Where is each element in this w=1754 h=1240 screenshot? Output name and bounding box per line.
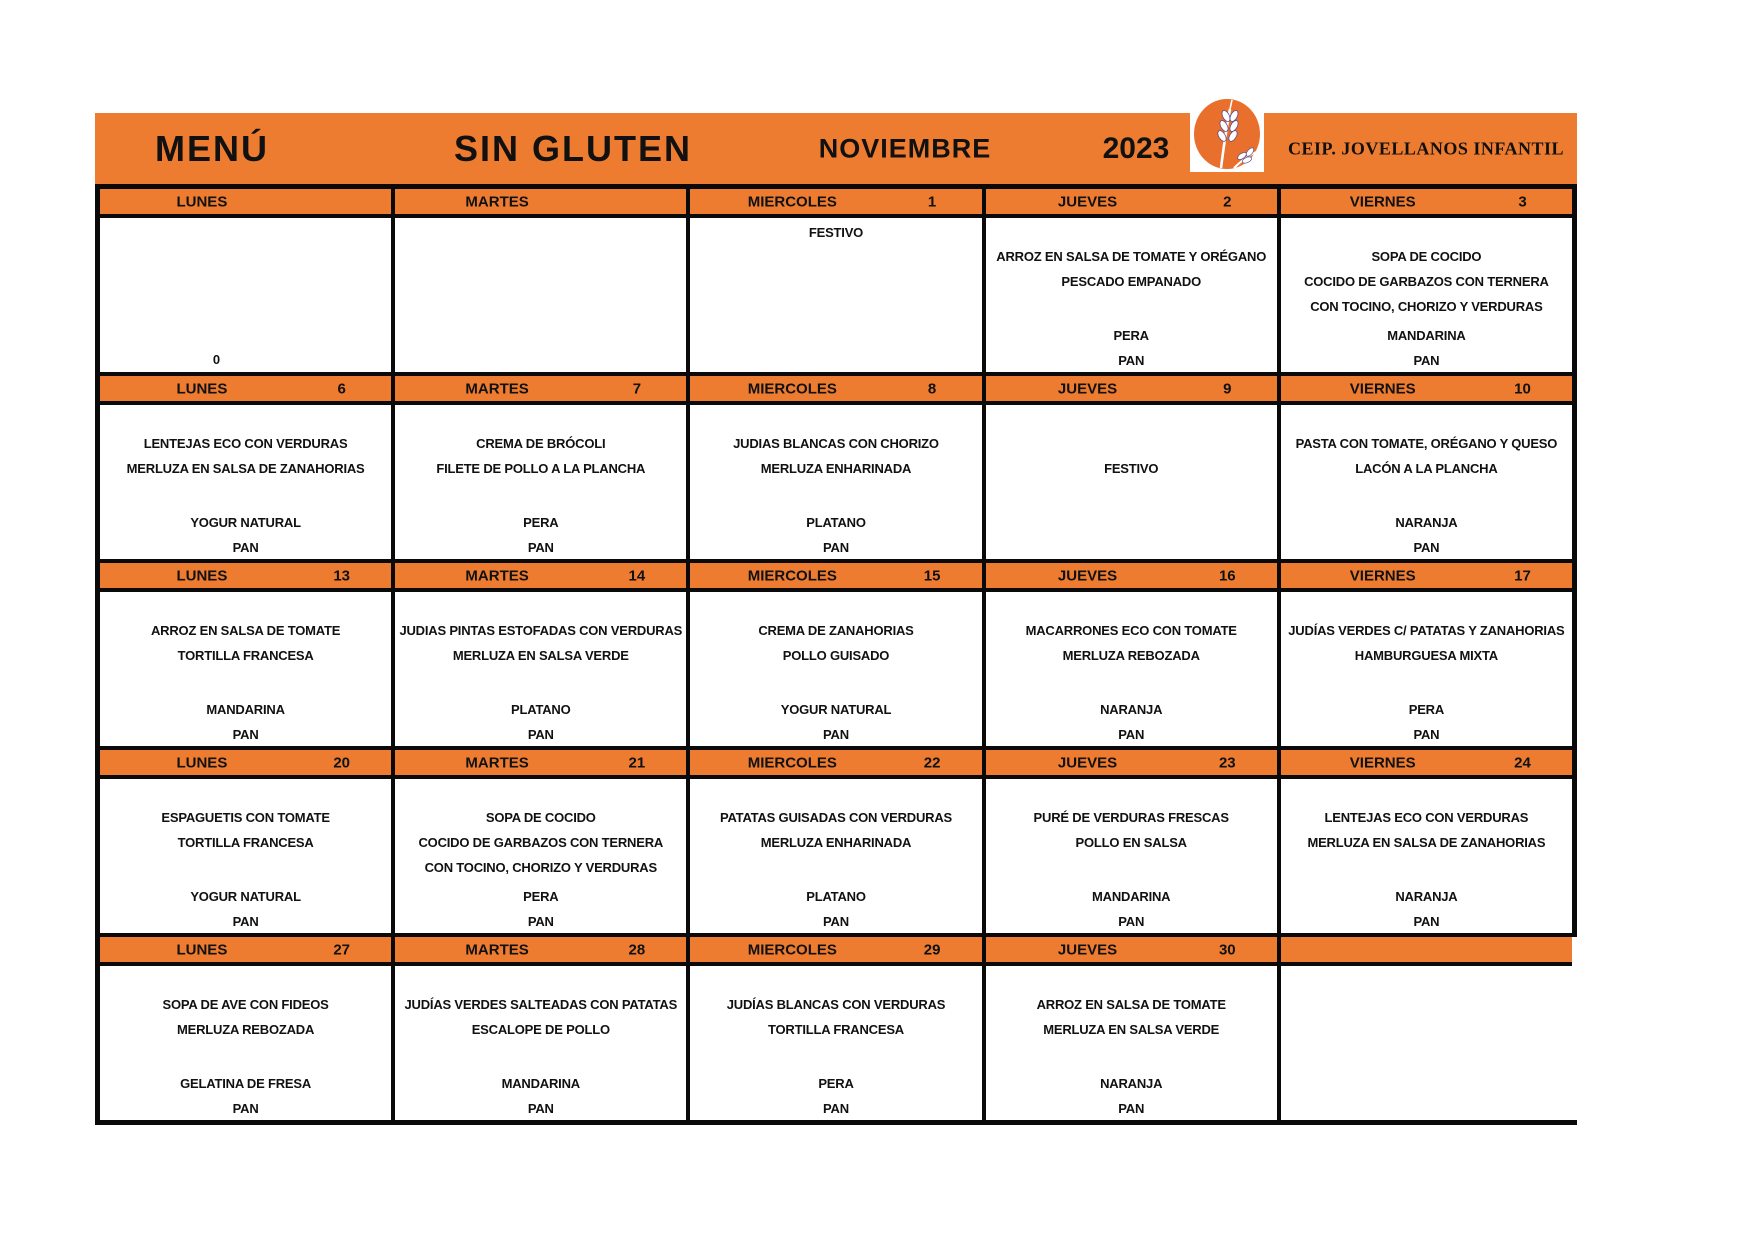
menu-day-cell — [986, 218, 1277, 372]
menu-line — [395, 294, 686, 319]
day-header-cell — [986, 376, 1277, 401]
menu-day-cell — [100, 592, 391, 746]
menu-line: PAN — [1413, 540, 1440, 555]
menu-day-cell — [100, 218, 391, 372]
menu-line — [690, 299, 981, 324]
day-header-cell — [690, 750, 981, 775]
menu-line — [100, 294, 391, 319]
menu-line — [100, 1042, 391, 1067]
menu-line: SOPA DE COCIDO — [1371, 249, 1482, 264]
menu-line: PAN — [1413, 353, 1440, 368]
menu-line — [1281, 855, 1572, 880]
menu-line: PAN — [823, 727, 849, 742]
menu-line — [100, 269, 391, 294]
menu-line: MANDARINA — [501, 1076, 580, 1091]
day-number: 15 — [923, 567, 941, 584]
menu-line — [395, 481, 686, 506]
day-header-cell — [395, 937, 686, 962]
day-header-cell — [1281, 189, 1572, 214]
menu-rows — [100, 405, 391, 560]
day-header-cell — [690, 189, 981, 214]
day-name: MARTES — [465, 754, 529, 771]
day-header-cell — [1281, 937, 1572, 962]
menu-day-cell — [690, 966, 981, 1120]
menu-line — [395, 668, 686, 693]
menu-line: JUDÍAS VERDES SALTEADAS CON PATATAS — [404, 997, 678, 1012]
day-header-cell — [1281, 376, 1572, 401]
menu-day-cell — [100, 405, 391, 559]
day-name: MIERCOLES — [747, 567, 837, 584]
menu-line — [100, 855, 391, 880]
day-number: 24 — [1514, 754, 1531, 771]
menu-line: NARANJA — [1100, 702, 1163, 717]
menu-line: PLATANO — [806, 515, 866, 530]
menu-line: MERLUZA ENHARINADA — [760, 835, 912, 850]
menu-line: MERLUZA EN SALSA DE ZANAHORIAS — [126, 461, 365, 476]
day-name: VIERNES — [1349, 754, 1416, 771]
menu-day-cell — [395, 218, 686, 372]
day-number: 14 — [628, 567, 646, 584]
menu-day-cell — [690, 592, 981, 746]
menu-rows — [100, 218, 391, 373]
day-name: JUEVES — [1057, 941, 1118, 958]
menu-line: MERLUZA REBOZADA — [1062, 648, 1200, 663]
day-name: MARTES — [465, 567, 529, 584]
menu-line — [1281, 1096, 1572, 1121]
menu-rows — [395, 218, 686, 373]
menu-line: PERA — [523, 515, 559, 530]
month-title: NOVIEMBRE — [818, 133, 992, 163]
day-number: 7 — [632, 380, 642, 397]
day-number: 23 — [1218, 754, 1236, 771]
menu-line: COCIDO DE GARBAZOS CON TERNERA — [1304, 274, 1549, 289]
menu-day-cell — [1281, 592, 1572, 746]
menu-day-cell — [395, 405, 686, 559]
menu-rows — [690, 405, 981, 560]
menu-line: PAN — [232, 727, 259, 742]
note-zero: 0 — [212, 352, 221, 367]
menu-line — [395, 244, 686, 269]
menu-line: PAN — [1413, 727, 1440, 742]
menu-day-cell — [690, 779, 981, 933]
menu-day-cell — [986, 779, 1277, 933]
day-name: VIERNES — [1349, 567, 1416, 584]
menu-line — [986, 535, 1277, 560]
menu-line: POLLO GUISADO — [782, 648, 890, 663]
menu-line: MERLUZA EN SALSA DE ZANAHORIAS — [1307, 835, 1546, 850]
menu-line: ESCALOPE DE POLLO — [471, 1022, 610, 1037]
menu-rows — [690, 592, 981, 747]
menu-line: JUDÍAS BLANCAS CON VERDURAS — [726, 997, 946, 1012]
day-header-cell — [1281, 563, 1572, 588]
menu-line: MANDARINA — [1092, 889, 1171, 904]
menu-line — [690, 1042, 981, 1067]
menu-line: LENTEJAS ECO CON VERDURAS — [143, 436, 348, 451]
menu-line: PAN — [527, 914, 554, 929]
calendar-table — [95, 184, 1577, 1125]
day-header-cell — [100, 563, 391, 588]
day-header-cell — [986, 750, 1277, 775]
diet-title: SIN GLUTEN — [453, 127, 693, 169]
menu-line — [1281, 481, 1572, 506]
day-header-cell — [986, 563, 1277, 588]
day-header-cell — [100, 376, 391, 401]
day-header-cell — [986, 189, 1277, 214]
menu-line: TORTILLA FRANCESA — [177, 648, 314, 663]
menu-line: YOGUR NATURAL — [190, 889, 301, 904]
menu-line: PAN — [527, 540, 554, 555]
day-name: MARTES — [465, 193, 529, 210]
day-name: VIERNES — [1349, 193, 1416, 210]
day-number: 21 — [628, 754, 646, 771]
menu-rows — [100, 966, 391, 1121]
day-header-cell — [395, 376, 686, 401]
day-number: 9 — [1223, 380, 1232, 397]
menu-line: MERLUZA EN SALSA VERDE — [1043, 1022, 1220, 1037]
menu-line: LENTEJAS ECO CON VERDURAS — [1324, 810, 1529, 825]
menu-line: FILETE DE POLLO A LA PLANCHA — [436, 461, 646, 476]
day-name: LUNES — [176, 380, 228, 397]
day-name: JUEVES — [1057, 193, 1118, 210]
menu-line: CON TOCINO, CHORIZO Y VERDURAS — [1310, 299, 1543, 314]
menu-line: PAN — [1118, 914, 1145, 929]
day-name: MARTES — [465, 941, 529, 958]
menu-day-cell — [1281, 218, 1572, 372]
menu-line: FESTIVO — [808, 225, 864, 240]
menu-line: CREMA DE ZANAHORIAS — [758, 623, 914, 638]
menu-line: PLATANO — [806, 889, 866, 904]
menu-line — [395, 269, 686, 294]
title-bar — [95, 113, 1577, 184]
menu-line: SOPA DE COCIDO — [485, 810, 596, 825]
menu-line: JUDÍAS VERDES C/ PATATAS Y ZANAHORIAS — [1288, 623, 1565, 638]
day-name: MIERCOLES — [747, 754, 837, 771]
menu-line: YOGUR NATURAL — [190, 515, 301, 530]
wheat-icon — [1190, 96, 1264, 172]
menu-rows — [100, 592, 391, 747]
menu-line — [100, 348, 391, 373]
menu-rows — [1281, 592, 1572, 747]
menu-line: COCIDO DE GARBAZOS CON TERNERA — [418, 835, 664, 850]
menu-line: NARANJA — [1100, 1076, 1163, 1091]
menu-day-cell — [986, 592, 1277, 746]
day-number: 20 — [333, 754, 351, 771]
menu-rows — [395, 405, 686, 560]
menu-line: PAN — [823, 914, 849, 929]
menu-rows — [690, 218, 981, 349]
menu-line — [1281, 1017, 1572, 1042]
day-header-cell — [1281, 750, 1572, 775]
day-header-cell — [100, 189, 391, 214]
menu-line — [690, 270, 981, 295]
menu-line — [690, 245, 981, 270]
menu-line: MERLUZA EN SALSA VERDE — [452, 648, 629, 663]
menu-day-cell — [395, 779, 686, 933]
day-number: 2 — [1223, 193, 1232, 210]
menu-rows — [395, 779, 686, 934]
menu-line — [690, 855, 981, 880]
day-header-cell — [690, 937, 981, 962]
menu-rows — [690, 966, 981, 1121]
day-number: 3 — [1518, 193, 1527, 210]
menu-line: PLATANO — [511, 702, 571, 717]
menu-title: MENÚ — [155, 127, 269, 169]
menu-line: LACÓN A LA PLANCHA — [1355, 461, 1498, 476]
day-number: 29 — [923, 941, 941, 958]
menu-day-cell — [1281, 405, 1572, 559]
menu-rows — [986, 405, 1277, 560]
day-name: MIERCOLES — [747, 193, 837, 210]
menu-line: HAMBURGUESA MIXTA — [1354, 648, 1498, 663]
menu-line: PERA — [818, 1076, 854, 1091]
menu-line: PESCADO EMPANADO — [1061, 274, 1201, 289]
day-header-cell — [395, 750, 686, 775]
menu-line: PAN — [823, 540, 849, 555]
menu-line: PAN — [232, 1101, 259, 1116]
menu-line — [986, 855, 1277, 880]
day-name: MARTES — [465, 380, 529, 397]
menu-line — [986, 294, 1277, 319]
menu-rows — [986, 218, 1277, 373]
menu-line — [1281, 1071, 1572, 1096]
menu-line: SOPA DE AVE CON FIDEOS — [162, 997, 329, 1012]
day-number: 13 — [333, 567, 351, 584]
menu-line: GELATINA DE FRESA — [180, 1076, 312, 1091]
day-number: 17 — [1514, 567, 1531, 584]
menu-line: MANDARINA — [206, 702, 285, 717]
menu-line: FESTIVO — [1104, 461, 1159, 476]
menu-line: YOGUR NATURAL — [780, 702, 892, 717]
menu-line: PAN — [823, 1101, 849, 1116]
day-name: VIERNES — [1349, 380, 1416, 397]
menu-line: PAN — [527, 1101, 554, 1116]
day-number: 28 — [628, 941, 646, 958]
menu-line: PAN — [232, 540, 259, 555]
day-number: 30 — [1218, 941, 1236, 958]
menu-line — [986, 1042, 1277, 1067]
menu-line — [100, 244, 391, 269]
menu-line — [986, 668, 1277, 693]
menu-line — [100, 668, 391, 693]
day-header-cell — [395, 563, 686, 588]
day-number: 16 — [1218, 567, 1236, 584]
school-name: CEIP. JOVELLANOS INFANTIL — [1287, 138, 1565, 158]
menu-day-cell — [986, 405, 1277, 559]
menu-line: CREMA DE BRÓCOLI — [476, 436, 606, 451]
day-number: 22 — [923, 754, 941, 771]
menu-line: MERLUZA REBOZADA — [177, 1022, 315, 1037]
menu-line — [395, 1042, 686, 1067]
menu-line — [986, 510, 1277, 535]
menu-rows — [395, 966, 686, 1121]
menu-line: JUDIAS BLANCAS CON CHORIZO — [733, 436, 939, 451]
menu-line — [690, 481, 981, 506]
menu-line — [395, 323, 686, 348]
menu-line: PAN — [1118, 1101, 1145, 1116]
year-title: 2023 — [1102, 131, 1170, 165]
menu-line: CON TOCINO, CHORIZO Y VERDURAS — [424, 860, 657, 875]
menu-line — [100, 323, 391, 348]
day-number: 27 — [333, 941, 351, 958]
menu-line: PAN — [1118, 727, 1145, 742]
menu-line — [1281, 992, 1572, 1017]
menu-line — [1281, 1042, 1572, 1067]
menu-line — [1281, 668, 1572, 693]
menu-line: NARANJA — [1395, 515, 1458, 530]
menu-rows — [1281, 218, 1572, 373]
menu-line: NARANJA — [1395, 889, 1458, 904]
menu-line — [690, 668, 981, 693]
day-number: 10 — [1514, 380, 1531, 397]
menu-line: MERLUZA ENHARINADA — [760, 461, 912, 476]
menu-line: PAN — [1118, 353, 1145, 368]
menu-line: ARROZ EN SALSA DE TOMATE — [150, 623, 341, 638]
menu-day-cell — [1281, 966, 1572, 1120]
day-name: MIERCOLES — [747, 941, 837, 958]
menu-rows — [1281, 779, 1572, 934]
school-logo — [1190, 96, 1264, 172]
day-header-cell — [395, 189, 686, 214]
menu-line: PASTA CON TOMATE, ORÉGANO Y QUESO — [1295, 436, 1558, 451]
menu-line: MANDARINA — [1387, 328, 1466, 343]
menu-rows — [1281, 405, 1572, 560]
menu-rows — [986, 779, 1277, 934]
menu-day-cell — [395, 592, 686, 746]
menu-line — [395, 348, 686, 373]
day-name: MIERCOLES — [747, 380, 837, 397]
day-name: JUEVES — [1057, 380, 1118, 397]
menu-rows — [690, 779, 981, 934]
menu-line: TORTILLA FRANCESA — [177, 835, 314, 850]
day-name: JUEVES — [1057, 567, 1118, 584]
day-header-cell — [690, 376, 981, 401]
menu-rows — [986, 966, 1277, 1121]
menu-line — [100, 481, 391, 506]
menu-line: MACARRONES ECO CON TOMATE — [1025, 623, 1237, 638]
menu-day-cell — [986, 966, 1277, 1120]
menu-line — [986, 431, 1277, 456]
menu-line: POLLO EN SALSA — [1075, 835, 1187, 850]
day-header-cell — [690, 563, 981, 588]
menu-rows — [1281, 966, 1572, 1121]
menu-day-cell — [100, 966, 391, 1120]
menu-line: PATATAS GUISADAS CON VERDURAS — [719, 810, 953, 825]
menu-line — [986, 481, 1277, 506]
menu-line: JUDIAS PINTAS ESTOFADAS CON VERDURAS — [399, 623, 683, 638]
menu-line: PERA — [523, 889, 559, 904]
day-header-cell — [986, 937, 1277, 962]
menu-line: PERA — [1113, 328, 1149, 343]
menu-line: PAN — [527, 727, 554, 742]
menu-day-cell — [690, 405, 981, 559]
menu-day-cell — [1281, 779, 1572, 933]
menu-line: PAN — [1413, 914, 1440, 929]
menu-line: ESPAGUETIS CON TOMATE — [161, 810, 330, 825]
day-header-cell — [100, 750, 391, 775]
menu-rows — [100, 779, 391, 934]
table-edge-gap — [1572, 937, 1578, 1120]
day-name: LUNES — [176, 193, 228, 210]
menu-line: TORTILLA FRANCESA — [768, 1022, 904, 1037]
menu-line: PERA — [1408, 702, 1445, 717]
menu-line: ARROZ EN SALSA DE TOMATE — [1036, 997, 1226, 1012]
menu-day-cell — [395, 966, 686, 1120]
menu-rows — [395, 592, 686, 747]
day-number: 1 — [927, 193, 937, 210]
menu-day-cell — [690, 218, 981, 372]
menu-line — [690, 324, 981, 349]
day-number: 6 — [337, 380, 346, 397]
menu-line: PAN — [232, 914, 259, 929]
menu-day-cell — [100, 779, 391, 933]
day-header-cell — [100, 937, 391, 962]
day-name: LUNES — [176, 941, 228, 958]
menu-line: ARROZ EN SALSA DE TOMATE Y ORÉGANO — [996, 249, 1267, 264]
day-name: JUEVES — [1057, 754, 1118, 771]
day-number: 8 — [927, 380, 937, 397]
day-name: LUNES — [176, 567, 228, 584]
menu-rows — [986, 592, 1277, 747]
day-name: LUNES — [176, 754, 228, 771]
menu-line: PURÉ DE VERDURAS FRESCAS — [1033, 810, 1229, 825]
